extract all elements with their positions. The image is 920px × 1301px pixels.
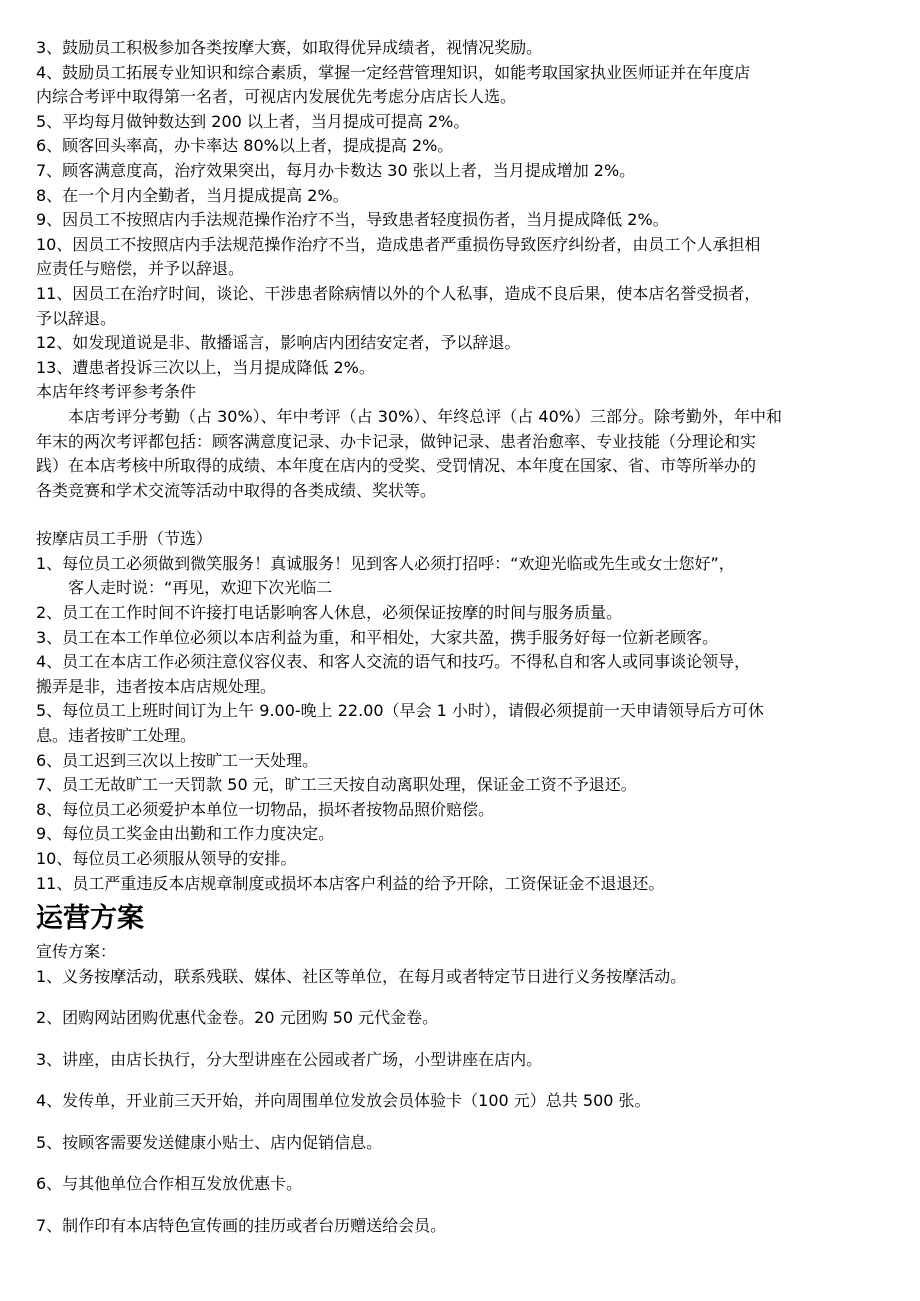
rule-line: 7、顾客满意度高，治疗效果突出，每月办卡数达 30 张以上者，当月提成增加 2%。 [36,160,636,180]
rule-line: 4、鼓励员工拓展专业知识和综合素质，掌握一定经营管理知识，如能考取国家执业医师证并在年度店 [36,62,751,82]
rule-line: 5、平均每月做钟数达到 200 以上者，当月提成可提高 2%。 [36,111,470,131]
promo-item: 5、按顾客需要发送健康小贴士、店内促销信息。 [36,1132,383,1152]
handbook-line: 客人走时说：“再见，欢迎下次光临二 [68,578,333,598]
handbook-title: 按摩店员工手册（节选） [36,529,213,549]
promo-item: 4、发传单，开业前三天开始，并向周围单位发放会员体验卡（100 元）总共 500 张。 [36,1091,651,1111]
handbook-line: 11、员工严重违反本店规章制度或损坏本店客户利益的给予开除，工资保证金不退退还。 [36,873,665,893]
promo-item: 2、团购网站团购优惠代金卷。20 元团购 50 元代金卷。 [36,1008,439,1028]
handbook-line: 7、员工无故旷工一天罚款 50 元，旷工三天按自动离职处理，保证金工资不予退还。 [36,775,637,795]
rules-section [36,36,884,380]
rule-line: 11、因员工在治疗时间，谈论、干涉患者除病情以外的个人私事，造成不良后果，使本店名誉受损者， [36,283,761,303]
annual-review-paragraph-line: 本店考评分考勤（占 30%）、年中考评（占 30%）、年终总评（占 40%）三部分。除考勤外，年中和 [68,406,782,426]
annual-review-title: 本店年终考评参考条件 [36,382,197,402]
rule-line: 内综合考评中取得第一名者，可视店内发展优先考虑分店店长人选。 [36,87,517,107]
rule-line: 予以辞退。 [36,308,117,328]
rule-line: 8、在一个月内全勤者，当月提成提高 2%。 [36,185,349,205]
annual-review-section [36,380,884,503]
promo-item: 6、与其他单位合作相互发放优惠卡。 [36,1174,303,1194]
rule-line: 6、顾客回头率高，办卡率达 80%以上者，提成提高 2%。 [36,136,454,156]
handbook-line: 2、员工在工作时间不许接打电话影响客人休息，必须保证按摩的时间与服务质量。 [36,603,623,623]
rule-line: 3、鼓励员工积极参加各类按摩大赛，如取得优异成绩者，视情况奖励。 [36,38,543,57]
promo-item: 1、义务按摩活动，联系残联、媒体、社区等单位，在每月或者特定节日进行义务按摩活动。 [36,966,687,986]
operations-heading: 运营方案 [36,903,144,935]
promo-list [36,965,884,1238]
handbook-line: 搬弄是非，违者按本店店规处理。 [36,676,277,696]
handbook-line: 5、每位员工上班时间订为上午 9.00-晚上 22.00（早会 1 小时），请假必须提前一天申请领导后方可休 [36,701,764,721]
rule-line: 9、因员工不按照店内手法规范操作治疗不当，导致患者轻度损伤者，当月提成降低 2%。 [36,210,669,230]
rule-line: 10、因员工不按照店内手法规范操作治疗不当，造成患者严重损伤导致医疗纠纷者，由员工个人承担相 [36,234,761,254]
handbook-line: 6、员工迟到三次以上按旷工一天处理。 [36,750,319,770]
handbook-section [36,527,884,896]
handbook-line: 3、员工在本工作单位必须以本店利益为重，和平相处，大家共盈，携手服务好每一位新老顾客。 [36,627,719,647]
handbook-line: 9、每位员工奖金由出勤和工作力度决定。 [36,824,335,844]
annual-review-paragraph-line: 各类竞赛和学术交流等活动中取得的各类成绩、奖状等。 [36,480,437,500]
annual-review-paragraph-line: 年末的两次考评都包括：顾客满意度记录、办卡记录，做钟记录、患者治愈率、专业技能（分理论和实 [36,431,757,451]
promo-title: 宣传方案： [36,942,117,962]
handbook-line: 8、每位员工必须爱护本单位一切物品，损坏者按物品照价赔偿。 [36,799,495,819]
operations-section [36,898,884,1238]
rule-line: 应责任与赔偿，并予以辞退。 [36,259,245,279]
handbook-line: 10、每位员工必须服从领导的安排。 [36,849,297,868]
promo-item: 3、讲座，由店长执行，分大型讲座在公园或者广场，小型讲座在店内。 [36,1049,543,1069]
handbook-line: 4、员工在本店工作必须注意仪容仪表、和客人交流的语气和技巧。不得私自和客人或同事谈论领导， [36,652,751,672]
handbook-line: 1、每位员工必须做到微笑服务！真诚服务！见到客人必须打招呼：“欢迎光临或先生或女士您好”， [36,553,735,573]
promo-item: 7、制作印有本店特色宣传画的挂历或者台历赠送给会员。 [36,1215,447,1235]
rule-line: 13、遭患者投诉三次以上，当月提成降低 2%。 [36,357,375,377]
blank-line [36,503,884,527]
annual-review-paragraph-line: 践）在本店考核中所取得的成绩、本年度在店内的受奖、受罚情况、本年度在国家、省、市等所举办的 [36,456,757,476]
handbook-line: 息。违者按旷工处理。 [36,726,197,746]
rule-line: 12、如发现道说是非、散播谣言，影响店内团结安定者，予以辞退。 [36,333,521,353]
